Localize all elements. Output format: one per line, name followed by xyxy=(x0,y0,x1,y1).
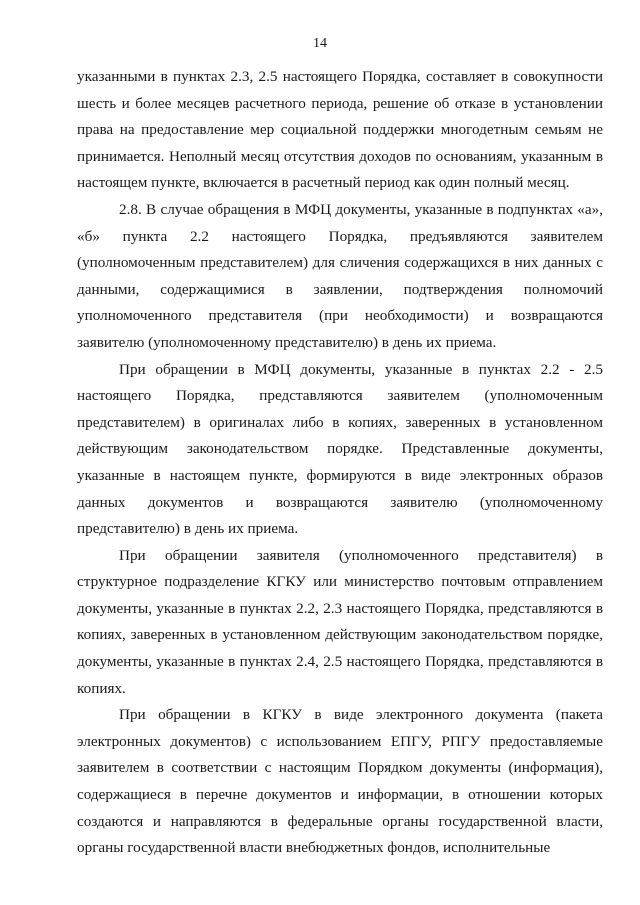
paragraph-postal-submission: При обращении заявителя (уполномоченного представителя) в структурное подразделение КГКУ или министерство почтовым отправлением документы, указанные в пунктах 2.2, 2.3 настоящего Порядка, представляются в копиях, заверенных в установленном действующим законодательством порядке, документы, указанные в пунктах 2.4, 2.5 настоящего Порядка, представляются в копиях. xyxy=(77,546,603,697)
paragraph-electronic-submission: При обращении в КГКУ в виде электронного документа (пакета электронных документов) с использованием ЕПГУ, РПГУ предоставляемые заявителем в соответствии с настоящим Порядком документы (информация), содержащиеся в перечне документов и информации, в отношении которых создаются и направляются в федеральные органы государственной власти, органы государственной власти внебюджетных фондов, исполнительные xyxy=(77,706,603,857)
page-number: 14 xyxy=(313,36,327,51)
paragraph-continuation: указанными в пунктах 2.3, 2.5 настоящего Порядка, составляет в совокупности шесть и более месяцев расчетного периода, решение об отказе в установлении права на предоставление мер социальной поддержки многодетным семьям не принимается. Неполный месяц отсутствия доходов по основаниям, указанным в настоящем пункте, включается в расчетный период как один полный месяц. xyxy=(77,68,603,192)
document-body xyxy=(77,64,603,862)
paragraph-2-8: 2.8. В случае обращения в МФЦ документы, указанные в подпунктах «а», «б» пункта 2.2 настоящего Порядка, предъявляются заявителем (уполномоченным представителем) для сличения содержащихся в них данных с данными, содержащимися в заявлении, подтверждения полномочий уполномоченного представителя (при необходимости) и возвращаются заявителю (уполномоченному представителю) в день их приема. xyxy=(77,200,603,351)
paragraph-mfc-submission: При обращении в МФЦ документы, указанные в пунктах 2.2 - 2.5 настоящего Порядка, представляются заявителем (уполномоченным представителем) в оригиналах либо в копиях, заверенных в установленном действующим законодательством порядке. Представленные документы, указанные в настоящем пункте, формируются в виде электронных образов данных документов и возвращаются заявителю (уполномоченному представителю) в день их приема. xyxy=(77,360,603,538)
